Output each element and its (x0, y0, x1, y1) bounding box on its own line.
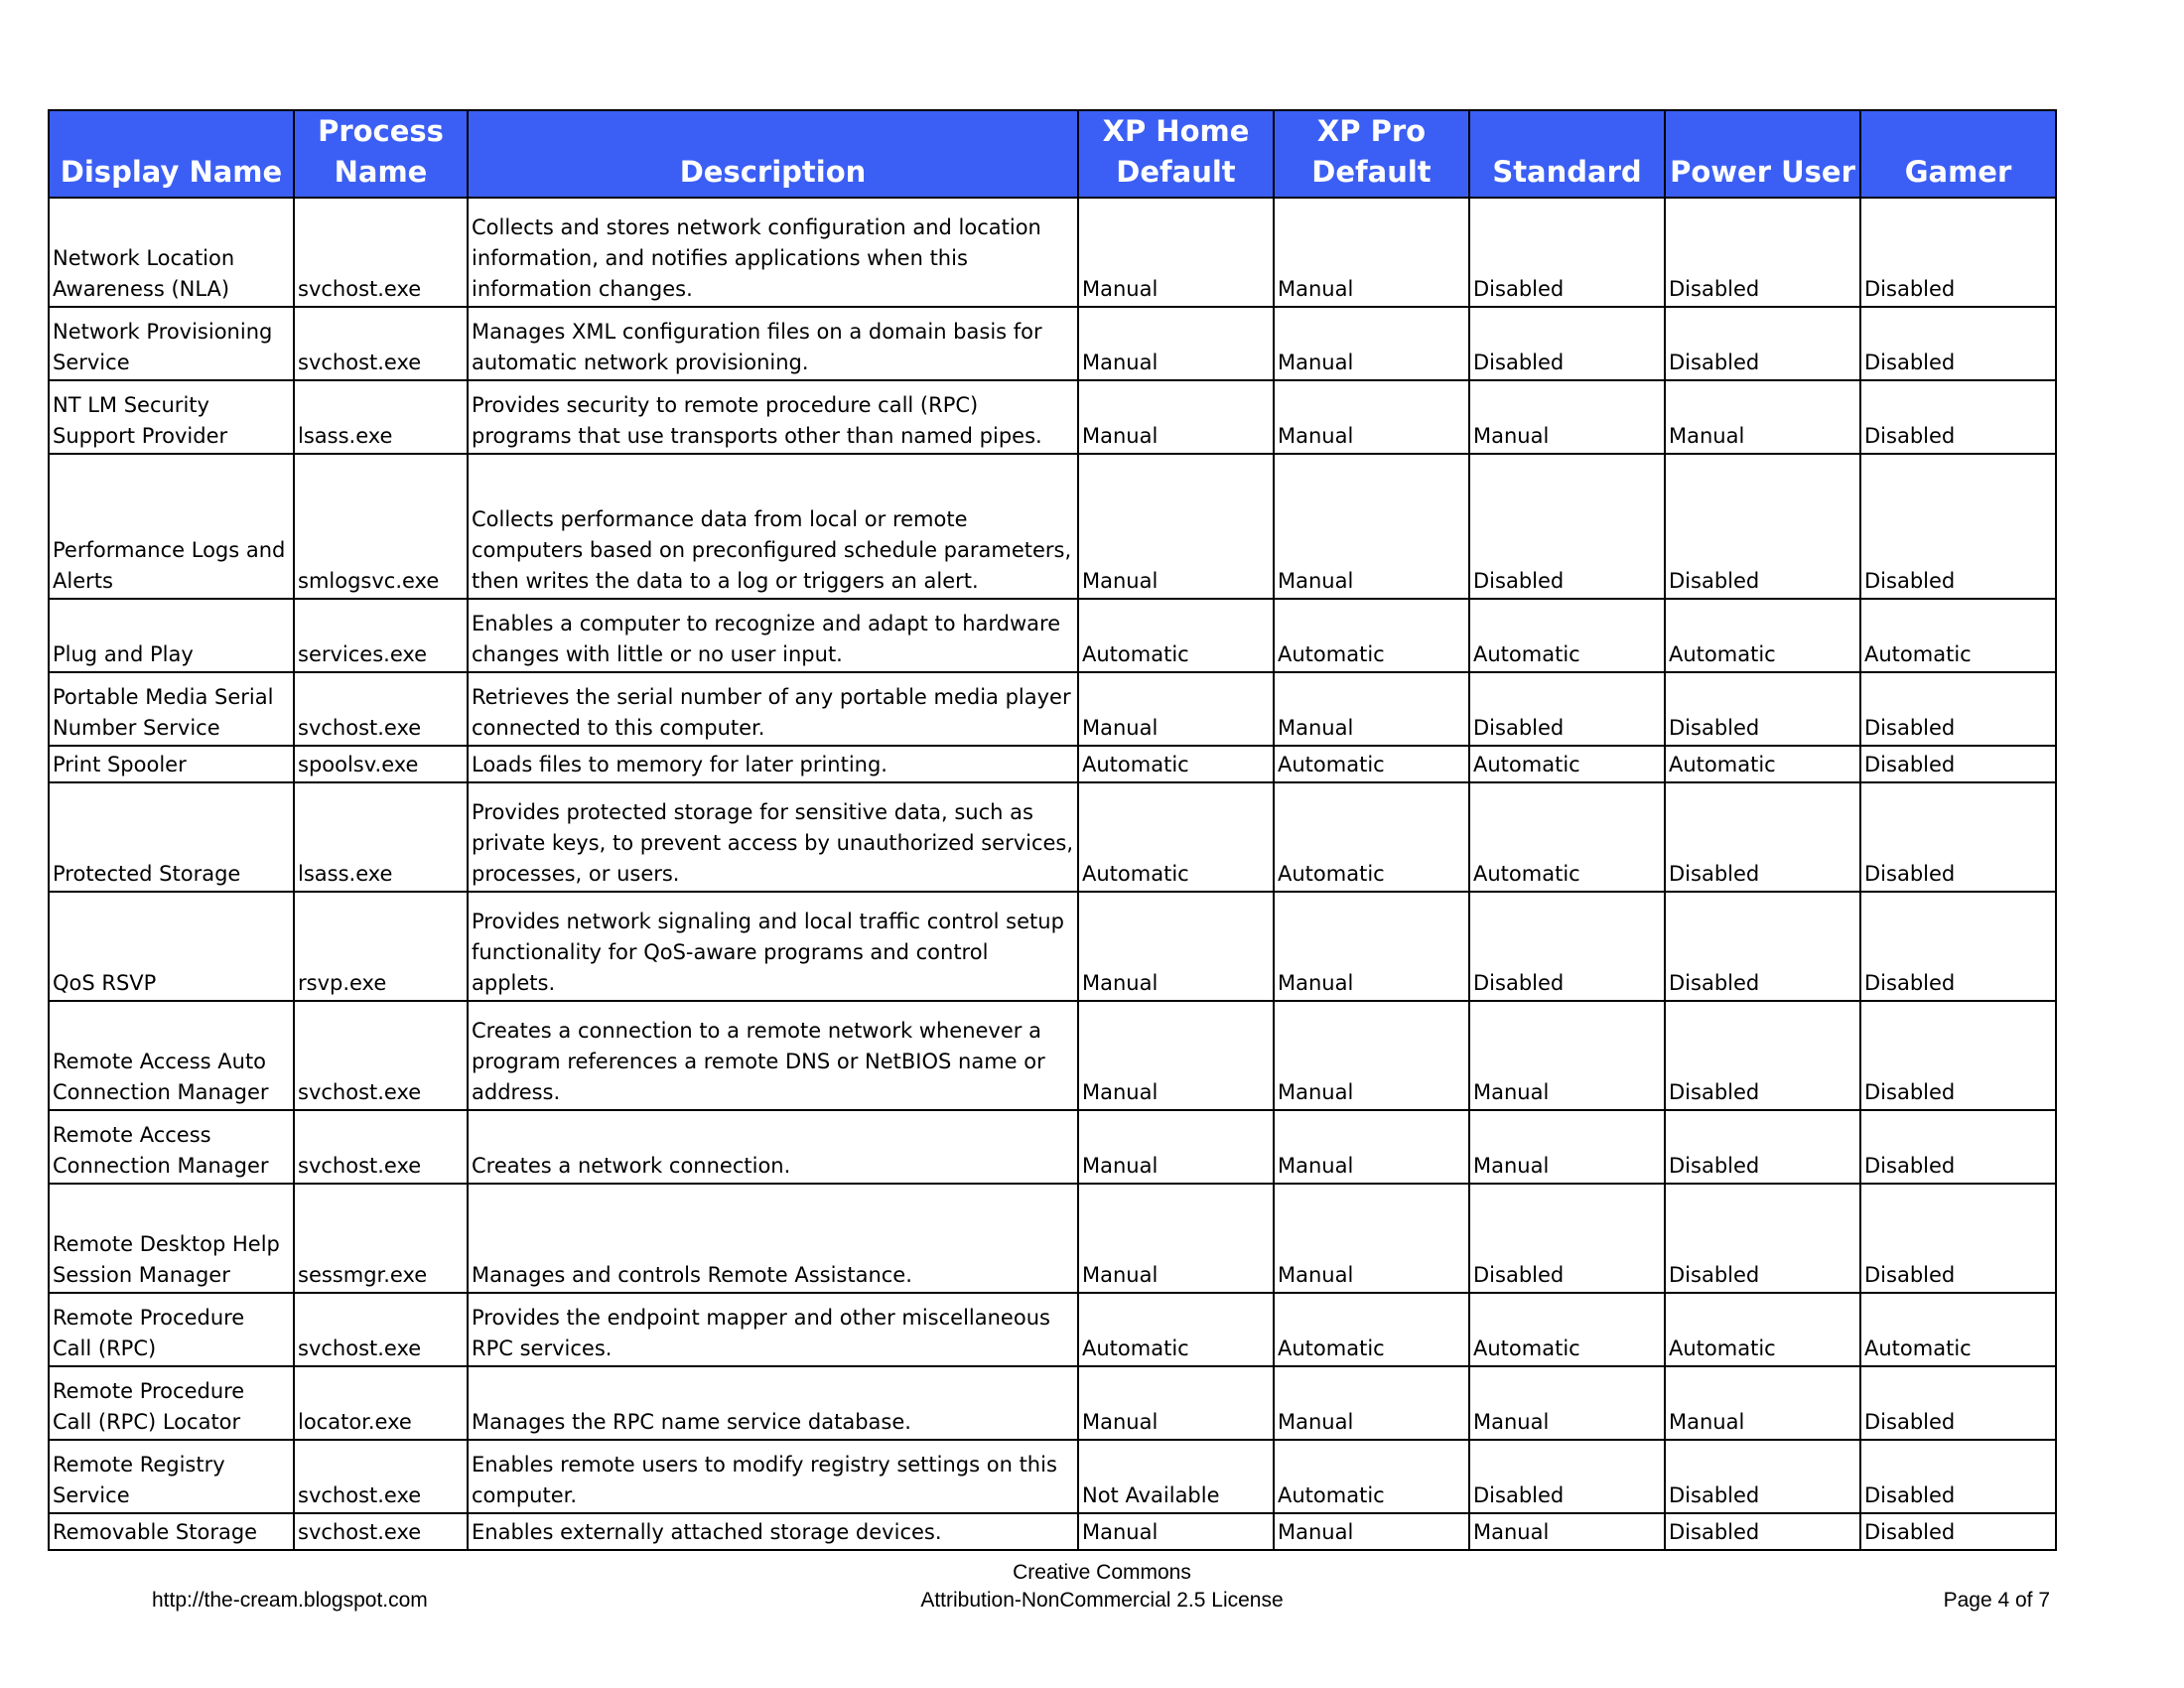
xp-pro-default-cell: Manual (1274, 1366, 1469, 1440)
description-cell: Manages and controls Remote Assistance. (468, 1184, 1078, 1293)
power-user-cell: Automatic (1665, 746, 1860, 782)
xp-pro-default-cell: Automatic (1274, 746, 1469, 782)
footer-page-number: Page 4 of 7 (1943, 1589, 2050, 1612)
table-row (49, 307, 2056, 380)
power-user-cell: Disabled (1665, 1110, 1860, 1184)
xp-home-default-cell: Manual (1078, 672, 1274, 746)
power-user-cell: Disabled (1665, 1440, 1860, 1513)
gamer-cell: Disabled (1860, 892, 2056, 1001)
description-cell: Loads files to memory for later printing. (468, 746, 1078, 782)
gamer-cell: Disabled (1860, 1366, 2056, 1440)
power-user-cell: Disabled (1665, 307, 1860, 380)
description-cell: Manages the RPC name service database. (468, 1366, 1078, 1440)
table-row (49, 454, 2056, 599)
xp-pro-default-cell: Manual (1274, 892, 1469, 1001)
xp-pro-default-cell: Automatic (1274, 1440, 1469, 1513)
process-name-cell: svchost.exe (294, 1513, 468, 1550)
footer-url: http://the-cream.blogspot.com (152, 1589, 428, 1612)
header-standard: Standard (1469, 110, 1665, 198)
display-name-cell: Performance Logs and Alerts (49, 454, 294, 599)
process-name-cell: rsvp.exe (294, 892, 468, 1001)
header-power-user: Power User (1665, 110, 1860, 198)
process-name-cell: spoolsv.exe (294, 746, 468, 782)
standard-cell: Manual (1469, 1513, 1665, 1550)
services-table (48, 109, 2057, 1551)
table-row (49, 1184, 2056, 1293)
power-user-cell: Automatic (1665, 1293, 1860, 1366)
xp-pro-default-cell: Manual (1274, 1110, 1469, 1184)
header-display-name: Display Name (49, 110, 294, 198)
description-cell: Enables externally attached storage devices. (468, 1513, 1078, 1550)
table-row (49, 1110, 2056, 1184)
process-name-cell: svchost.exe (294, 672, 468, 746)
standard-cell: Disabled (1469, 454, 1665, 599)
standard-cell: Manual (1469, 1001, 1665, 1110)
power-user-cell: Disabled (1665, 1513, 1860, 1550)
footer-license-line2: Attribution-NonCommercial 2.5 License (920, 1589, 1284, 1612)
xp-pro-default-cell: Manual (1274, 454, 1469, 599)
display-name-cell: Remote Procedure Call (RPC) Locator (49, 1366, 294, 1440)
xp-home-default-cell: Manual (1078, 1366, 1274, 1440)
display-name-cell: NT LM Security Support Provider (49, 380, 294, 454)
xp-pro-default-cell: Manual (1274, 1513, 1469, 1550)
xp-home-default-cell: Manual (1078, 454, 1274, 599)
process-name-cell: svchost.exe (294, 198, 468, 307)
standard-cell: Disabled (1469, 672, 1665, 746)
xp-home-default-cell: Manual (1078, 1001, 1274, 1110)
gamer-cell: Automatic (1860, 599, 2056, 672)
display-name-cell: Remote Access Connection Manager (49, 1110, 294, 1184)
xp-home-default-cell: Automatic (1078, 782, 1274, 892)
description-cell: Collects performance data from local or remote computers based on preconfigured schedule parameters, then writes the data to a log or triggers an alert. (468, 454, 1078, 599)
power-user-cell: Disabled (1665, 672, 1860, 746)
process-name-cell: services.exe (294, 599, 468, 672)
table-row (49, 198, 2056, 307)
gamer-cell: Disabled (1860, 746, 2056, 782)
standard-cell: Disabled (1469, 307, 1665, 380)
description-cell: Provides the endpoint mapper and other miscellaneous RPC services. (468, 1293, 1078, 1366)
process-name-cell: svchost.exe (294, 1440, 468, 1513)
xp-home-default-cell: Manual (1078, 198, 1274, 307)
xp-pro-default-cell: Manual (1274, 1184, 1469, 1293)
gamer-cell: Automatic (1860, 1293, 2056, 1366)
header-row (49, 110, 2056, 198)
description-cell: Provides protected storage for sensitive data, such as private keys, to prevent access by unauthorized services, processes, or users. (468, 782, 1078, 892)
footer-license-line1: Creative Commons (1013, 1561, 1191, 1584)
table-body (49, 198, 2056, 1550)
gamer-cell: Disabled (1860, 782, 2056, 892)
gamer-cell: Disabled (1860, 672, 2056, 746)
gamer-cell: Disabled (1860, 380, 2056, 454)
xp-home-default-cell: Automatic (1078, 746, 1274, 782)
xp-home-default-cell: Manual (1078, 892, 1274, 1001)
table-row (49, 1440, 2056, 1513)
standard-cell: Manual (1469, 380, 1665, 454)
header-process-name: Process Name (294, 110, 468, 198)
table-row (49, 892, 2056, 1001)
gamer-cell: Disabled (1860, 1184, 2056, 1293)
display-name-cell: Remote Desktop Help Session Manager (49, 1184, 294, 1293)
standard-cell: Automatic (1469, 782, 1665, 892)
table-row (49, 782, 2056, 892)
standard-cell: Automatic (1469, 746, 1665, 782)
xp-pro-default-cell: Automatic (1274, 599, 1469, 672)
xp-home-default-cell: Not Available (1078, 1440, 1274, 1513)
process-name-cell: svchost.exe (294, 1001, 468, 1110)
table-row (49, 1366, 2056, 1440)
display-name-cell: Remote Access Auto Connection Manager (49, 1001, 294, 1110)
standard-cell: Automatic (1469, 1293, 1665, 1366)
gamer-cell: Disabled (1860, 307, 2056, 380)
xp-home-default-cell: Automatic (1078, 599, 1274, 672)
xp-home-default-cell: Manual (1078, 307, 1274, 380)
power-user-cell: Automatic (1665, 599, 1860, 672)
description-cell: Enables a computer to recognize and adapt to hardware changes with little or no user input. (468, 599, 1078, 672)
process-name-cell: lsass.exe (294, 782, 468, 892)
standard-cell: Disabled (1469, 198, 1665, 307)
footer-license (844, 1559, 1360, 1615)
xp-home-default-cell: Manual (1078, 1110, 1274, 1184)
power-user-cell: Disabled (1665, 454, 1860, 599)
process-name-cell: locator.exe (294, 1366, 468, 1440)
display-name-cell: Print Spooler (49, 746, 294, 782)
table-row (49, 1293, 2056, 1366)
description-cell: Creates a network connection. (468, 1110, 1078, 1184)
standard-cell: Automatic (1469, 599, 1665, 672)
header-description: Description (468, 110, 1078, 198)
table-row (49, 1513, 2056, 1550)
description-cell: Enables remote users to modify registry settings on this computer. (468, 1440, 1078, 1513)
power-user-cell: Disabled (1665, 892, 1860, 1001)
xp-pro-default-cell: Manual (1274, 1001, 1469, 1110)
gamer-cell: Disabled (1860, 1001, 2056, 1110)
description-cell: Provides security to remote procedure call (RPC) programs that use transports other than named pipes. (468, 380, 1078, 454)
gamer-cell: Disabled (1860, 1440, 2056, 1513)
display-name-cell: QoS RSVP (49, 892, 294, 1001)
description-cell: Creates a connection to a remote network whenever a program references a remote DNS or NetBIOS name or address. (468, 1001, 1078, 1110)
xp-pro-default-cell: Manual (1274, 672, 1469, 746)
xp-pro-default-cell: Manual (1274, 198, 1469, 307)
gamer-cell: Disabled (1860, 1513, 2056, 1550)
display-name-cell: Portable Media Serial Number Service (49, 672, 294, 746)
xp-pro-default-cell: Manual (1274, 307, 1469, 380)
power-user-cell: Disabled (1665, 1001, 1860, 1110)
power-user-cell: Disabled (1665, 782, 1860, 892)
standard-cell: Manual (1469, 1366, 1665, 1440)
process-name-cell: sessmgr.exe (294, 1184, 468, 1293)
process-name-cell: svchost.exe (294, 1110, 468, 1184)
description-cell: Retrieves the serial number of any portable media player connected to this computer. (468, 672, 1078, 746)
description-cell: Provides network signaling and local traffic control setup functionality for QoS-aware programs and control applets. (468, 892, 1078, 1001)
display-name-cell: Network Location Awareness (NLA) (49, 198, 294, 307)
process-name-cell: svchost.exe (294, 307, 468, 380)
xp-home-default-cell: Automatic (1078, 1293, 1274, 1366)
header-xp-pro-default: XP Pro Default (1274, 110, 1469, 198)
power-user-cell: Manual (1665, 1366, 1860, 1440)
display-name-cell: Plug and Play (49, 599, 294, 672)
process-name-cell: lsass.exe (294, 380, 468, 454)
header-xp-home-default: XP Home Default (1078, 110, 1274, 198)
xp-home-default-cell: Manual (1078, 1184, 1274, 1293)
description-cell: Collects and stores network configuration and location information, and notifies applications when this information changes. (468, 198, 1078, 307)
standard-cell: Disabled (1469, 1440, 1665, 1513)
table-row (49, 672, 2056, 746)
table-row (49, 599, 2056, 672)
process-name-cell: svchost.exe (294, 1293, 468, 1366)
display-name-cell: Remote Procedure Call (RPC) (49, 1293, 294, 1366)
power-user-cell: Disabled (1665, 1184, 1860, 1293)
gamer-cell: Disabled (1860, 454, 2056, 599)
table-row (49, 1001, 2056, 1110)
gamer-cell: Disabled (1860, 198, 2056, 307)
header-gamer: Gamer (1860, 110, 2056, 198)
description-cell: Manages XML configuration files on a domain basis for automatic network provisioning. (468, 307, 1078, 380)
xp-home-default-cell: Manual (1078, 1513, 1274, 1550)
table-row (49, 380, 2056, 454)
xp-pro-default-cell: Automatic (1274, 1293, 1469, 1366)
display-name-cell: Network Provisioning Service (49, 307, 294, 380)
power-user-cell: Manual (1665, 380, 1860, 454)
display-name-cell: Removable Storage (49, 1513, 294, 1550)
xp-pro-default-cell: Manual (1274, 380, 1469, 454)
display-name-cell: Protected Storage (49, 782, 294, 892)
xp-home-default-cell: Manual (1078, 380, 1274, 454)
table-row (49, 746, 2056, 782)
power-user-cell: Disabled (1665, 198, 1860, 307)
xp-pro-default-cell: Automatic (1274, 782, 1469, 892)
standard-cell: Disabled (1469, 1184, 1665, 1293)
process-name-cell: smlogsvc.exe (294, 454, 468, 599)
display-name-cell: Remote Registry Service (49, 1440, 294, 1513)
standard-cell: Disabled (1469, 892, 1665, 1001)
standard-cell: Manual (1469, 1110, 1665, 1184)
gamer-cell: Disabled (1860, 1110, 2056, 1184)
